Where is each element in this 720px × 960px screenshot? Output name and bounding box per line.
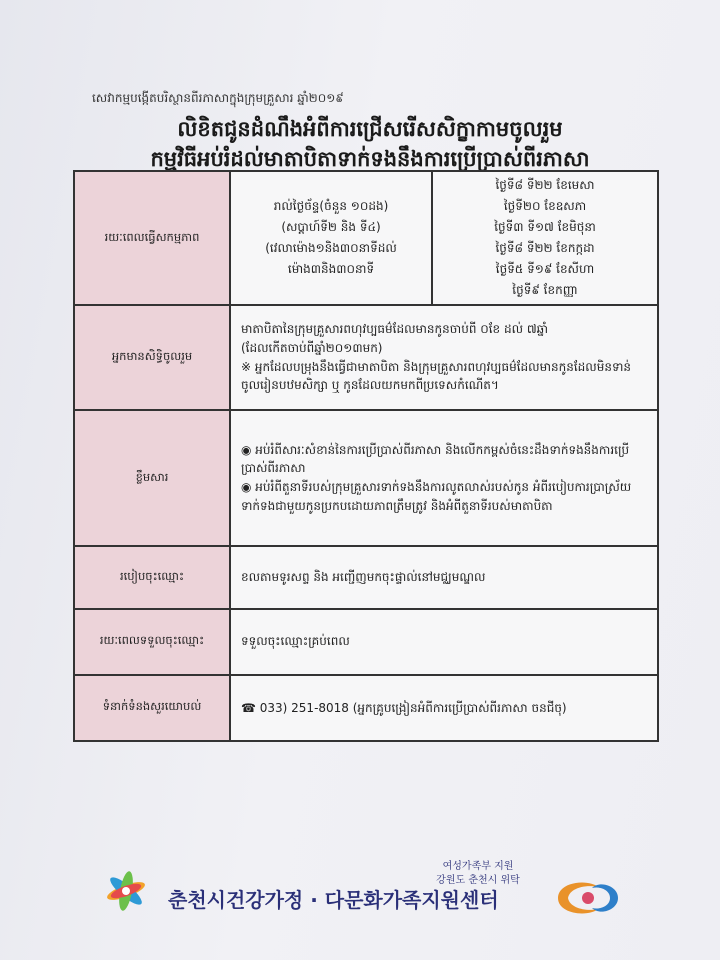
- row-content-target: [230, 305, 658, 409]
- period-date: ថ្ងៃទី៥ ទី១៩ ខែសីហា: [495, 262, 595, 277]
- sponsor-line: 여성가족부 지원: [442, 861, 514, 872]
- table-row-register: [74, 546, 658, 608]
- row-content-register: [230, 546, 658, 608]
- table-row-content: [74, 410, 658, 546]
- table-row-regtime: [74, 609, 658, 675]
- target-line: មាតាបិតានៃក្រុមគ្រួសារពហុវប្បធម៌ដែលមានកូនចាប់ពី ០ខែ ដល់ ៧ឆ្នាំ: [241, 322, 549, 337]
- row-label-regtime: រយៈពេលទទួលចុះឈ្មោះ: [74, 609, 230, 675]
- period-date: ថ្ងៃទី២០ ខែឧសភា: [503, 199, 587, 214]
- period-date: ថ្ងៃទី៨ ទី២២ ខែកក្កដា: [495, 241, 595, 256]
- sponsor-line: 강원도 춘천시 위탁: [436, 874, 520, 886]
- row-content-contact: [230, 675, 658, 741]
- period-schedule: [231, 172, 433, 304]
- period-schedule-line: ម៉ោង៣និង៣០នាទី: [287, 262, 375, 277]
- row-label-contact: ទំនាក់ទំនងសួរយោបល់: [74, 675, 230, 741]
- info-table: [73, 170, 659, 742]
- document-title-line2: កម្មវិធីអប់រំដល់មាតាបិតាទាក់ទងនឹងការប្រើប្រាស់ពីរភាសា: [150, 147, 590, 171]
- regtime-value: ទទួលចុះឈ្មោះគ្រប់ពេល: [241, 634, 350, 649]
- period-date: ថ្ងៃទី៣ ទី១៧ ខែមិថុនា: [494, 220, 596, 235]
- target-line: (ដែលកើតចាប់ពីឆ្នាំ២០១៣មក): [241, 341, 383, 356]
- table-row-contact: [74, 675, 658, 741]
- period-dates: [433, 172, 657, 304]
- row-label-target: អ្នកមានសិទ្ធិចូលរួម: [74, 305, 230, 409]
- period-schedule-line: (វេលាម៉ោង១និង៣០នាទីដល់: [265, 241, 397, 256]
- period-date: ថ្ងៃទី៨ ទី២២ ខែមេសា: [495, 178, 595, 193]
- row-label-register: របៀបចុះឈ្មោះ: [74, 546, 230, 608]
- row-content-content: [230, 410, 658, 546]
- period-schedule-line: រាល់ថ្ងៃច័ន្ទ(ចំនួន ១០ដង): [273, 199, 389, 214]
- content-item: ◉ អប់រំពីសារៈសំខាន់នៃការប្រើប្រាស់ពីរភាសា និងលើកកម្ពស់ចំនេះដឹងទាក់ទងនឹងការប្រើប្រាស់ពីរភាសា: [241, 442, 630, 476]
- target-note: ※ អ្នកដែលបម្រុងនឹងធ្វើជាមាតាបិតា និងក្រុមគ្រួសារពហុវប្បធម៌ដែលមានកូនដែលមិនទាន់ចូលរៀនបឋមសិក្សា ឬ កូនដែលយកមកពីប្រទេសកំណើត។: [241, 359, 631, 393]
- row-content-period: [230, 171, 658, 305]
- center-name: 춘천시건강가정 · 다문화가족지원센터: [168, 888, 499, 912]
- document-title-line1: លិខិតជូនដំណឹងអំពីការជ្រើសរើសសិក្ខាកាមចូលរួម: [177, 117, 563, 141]
- row-content-regtime: [230, 609, 658, 675]
- period-date: ថ្ងៃទី៩ ខែកញ្ញា: [512, 283, 578, 298]
- table-row-target: [74, 305, 658, 409]
- period-schedule-line: (សប្តាហ៍ទី២ និង ទី៤): [281, 220, 381, 235]
- contact-value: ☎ 033) 251-8018 (អ្នកគ្រូបង្រៀនអំពីការប្រើប្រាស់ពីរភាសា ចនជីចុ): [241, 700, 567, 715]
- sponsor-info: [418, 860, 538, 887]
- table-row-period: [74, 171, 658, 305]
- center-logo-icon: [88, 866, 164, 916]
- row-label-period: រយៈពេលធ្វើសកម្មភាព: [74, 171, 230, 305]
- header-note: សេវាកម្មបង្កើតបរិស្ថានពីរភាសាក្នុងក្រុមគ្រួសារ ឆ្នាំ២០១៩: [92, 91, 344, 105]
- row-label-content: ខ្លឹមសារ: [74, 410, 230, 546]
- register-value: ខលតាមទូរសព្ទ និង អញ្ជើញមកចុះផ្ទាល់នៅមជ្ឈមណ្ឌល: [241, 570, 486, 585]
- content-item: ◉ អប់រំពីតួនាទីរបស់ក្រុមគ្រួសារទាក់ទងនឹងការលូតលាស់របស់កូន អំពីរបៀបការប្រាស្រ័យទាក់ទងជាមួយកូនប្រកបដោយភាពត្រឹមត្រូវ និងអំពីតួនាទីរបស់មាតាបិតា: [241, 480, 632, 513]
- family-emblem-icon: [548, 874, 628, 922]
